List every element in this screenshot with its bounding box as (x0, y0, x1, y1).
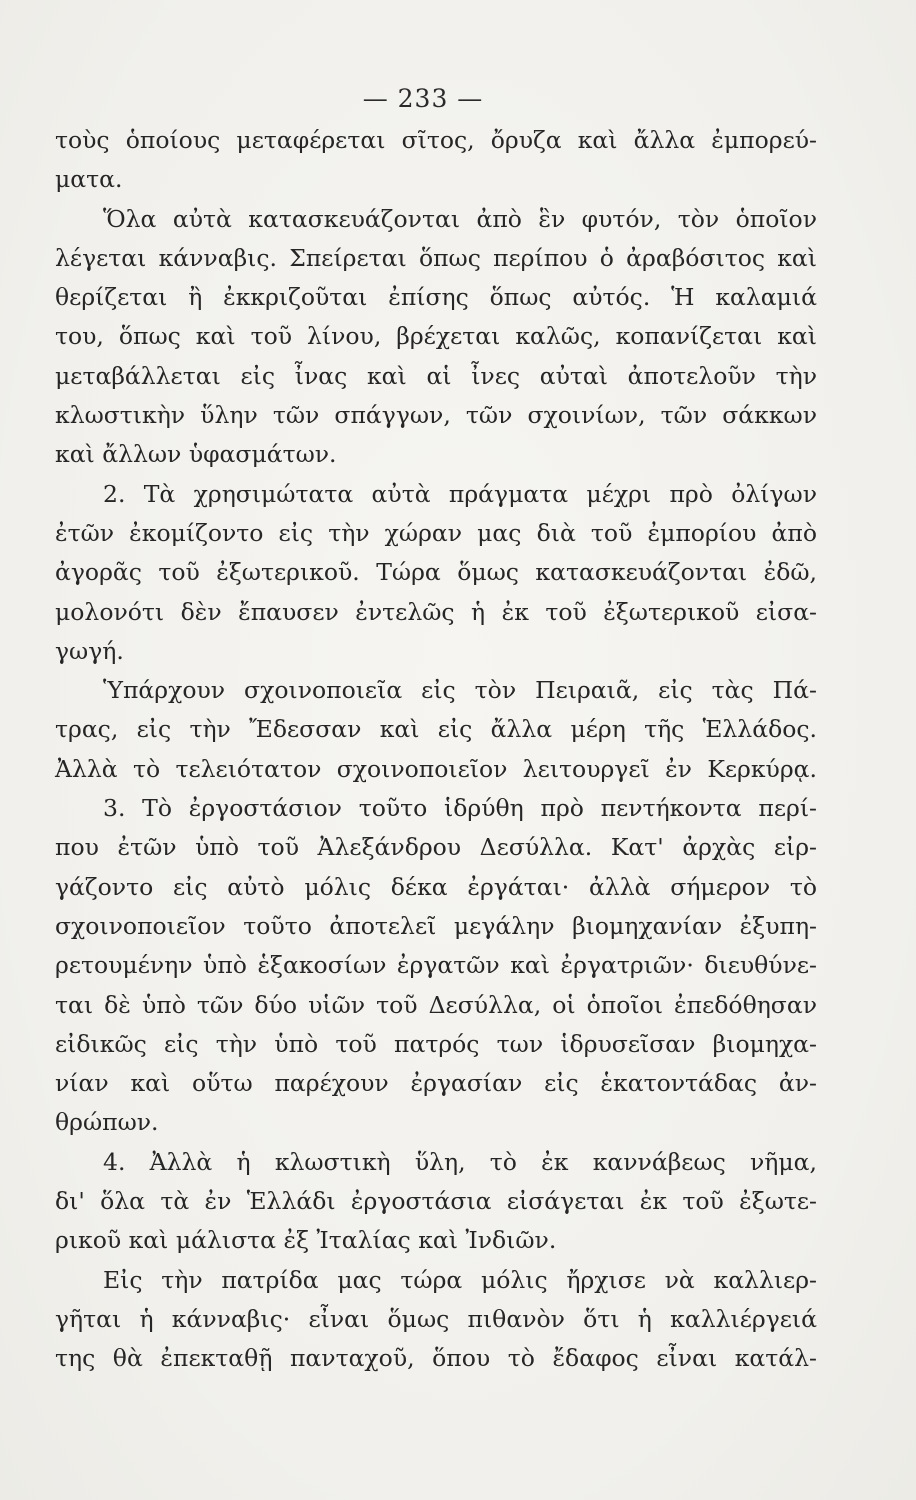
text-line: Εἰς τὴν πατρίδα μας τώρα μόλις ἤρχισε νὰ καλλιερ- (103, 1265, 817, 1294)
page-number: — 233 — (362, 84, 484, 113)
text-line: ἐτῶν ἐκομίζοντο εἰς τὴν χώραν μας διὰ τοῦ ἐμπορίου ἀπὸ (55, 518, 817, 547)
text-line: τρας, εἰς τὴν Ἔδεσσαν καὶ εἰς ἄλλα μέρη τῆς Ἑλλάδος. (55, 715, 817, 744)
text-line: τοὺς ὁποίους μεταφέρεται σῖτος, ὄρυζα καὶ ἄλλα ἐμπορεύ- (55, 126, 817, 154)
text-line: Ὅλα αὐτὰ κατασκευάζονται ἀπὸ ἓν φυτόν, τὸν ὁποῖον (103, 204, 817, 233)
text-line: ἀγορᾶς τοῦ ἐξωτερικοῦ. Τώρα ὅμως κατασκευάζονται ἐδῶ, (55, 558, 817, 587)
text-line: Ὑπάρχουν σχοινοποιεῖα εἰς τὸν Πειραιᾶ, εἰς τὰς Πά- (103, 676, 817, 705)
text-line: ματα. (55, 165, 123, 194)
text-line: 2. Τὰ χρησιμώτατα αὐτὰ πράγματα μέχρι πρὸ ὀλίγων (103, 479, 817, 508)
text-line: της θὰ ἐπεκταθῇ πανταχοῦ, ὅπου τὸ ἔδαφος εἶναι κατάλ- (55, 1344, 817, 1373)
text-line: 3. Τὸ ἐργοστάσιον τοῦτο ἱδρύθη πρὸ πεντήκοντα περί- (103, 794, 817, 823)
text-line: θερίζεται ἢ ἐκκριζοῦται ἐπίσης ὅπως αὐτός. Ἡ καλαμιά (55, 283, 817, 312)
text-line: μολονότι δὲν ἔπαυσεν ἐντελῶς ἡ ἐκ τοῦ ἐξωτερικοῦ εἰσα- (55, 597, 817, 626)
text-line: ρετουμένην ὑπὸ ἑξακοσίων ἐργατῶν καὶ ἐργατριῶν· διευθύνε- (55, 951, 817, 980)
text-line: ται δὲ ὑπὸ τῶν δύο υἱῶν τοῦ Δεσύλλα, οἱ ὁποῖοι ἐπεδόθησαν (55, 990, 817, 1019)
text-line: λέγεται κάνναβις. Σπείρεται ὅπως περίπου ὁ ἀραβόσιτος καὶ (55, 243, 817, 272)
text-line: γωγή. (55, 636, 124, 665)
text-line: που ἐτῶν ὑπὸ τοῦ Ἀλεξάνδρου Δεσύλλα. Κατ' ἀρχὰς εἰρ- (55, 833, 817, 862)
text-line: γάζοντο εἰς αὐτὸ μόλις δέκα ἐργάται· ἀλλὰ σήμερον τὸ (55, 872, 817, 901)
text-line: του, ὅπως καὶ τοῦ λίνου, βρέχεται καλῶς, κοπανίζεται καὶ (55, 322, 817, 351)
text-line: καὶ ἄλλων ὑφασμάτων. (55, 440, 337, 469)
text-line: κλωστικὴν ὕλην τῶν σπάγγων, τῶν σχοινίων, τῶν σάκκων (55, 401, 817, 430)
text-line: μεταβάλλεται εἰς ἶνας καὶ αἱ ἶνες αὐταὶ ἀποτελοῦν τὴν (55, 361, 817, 390)
text-line: δι' ὅλα τὰ ἐν Ἑλλάδι ἐργοστάσια εἰσάγεται ἐκ τοῦ ἐξωτε- (55, 1187, 817, 1216)
text-line: ρικοῦ καὶ μάλιστα ἐξ Ἰταλίας καὶ Ἰνδιῶν. (55, 1226, 557, 1255)
text-line: σχοινοποιεῖον τοῦτο ἀποτελεῖ μεγάλην βιομηχανίαν ἐξυπη- (55, 911, 817, 940)
body-text (55, 121, 817, 1379)
text-line: νίαν καὶ οὕτω παρέχουν ἐργασίαν εἰς ἑκατοντάδας ἀν- (55, 1069, 817, 1098)
text-line: 4. Ἀλλὰ ἡ κλωστικὴ ὕλη, τὸ ἐκ καννάβεως νῆμα, (103, 1147, 817, 1176)
text-line: θρώπων. (55, 1108, 159, 1137)
text-line: Ἀλλὰ τὸ τελειότατον σχοινοποιεῖον λειτουργεῖ ἐν Κερκύρᾳ. (55, 754, 817, 783)
text-line: γῆται ἡ κάνναβις· εἶναι ὅμως πιθανὸν ὅτι ἡ καλλιέργειά (55, 1304, 817, 1333)
text-line: εἰδικῶς εἰς τὴν ὑπὸ τοῦ πατρός των ἱδρυσεῖσαν βιομηχα- (55, 1029, 817, 1058)
